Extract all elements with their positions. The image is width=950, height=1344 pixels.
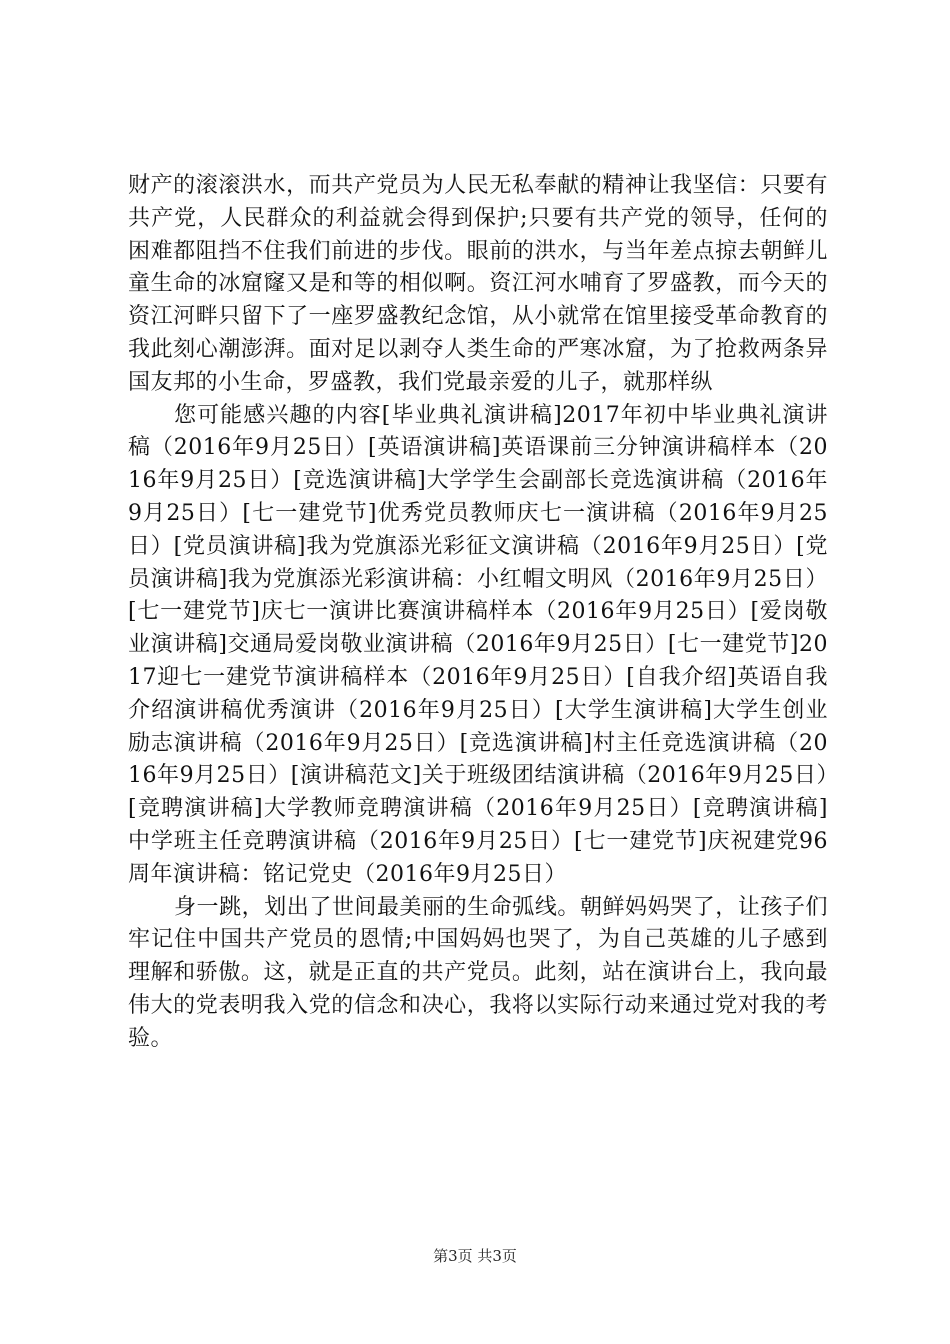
page-footer: 第3页 共3页 (433, 1247, 517, 1265)
paragraph-conclusion: 身一跳，划出了世间最美丽的生命弧线。朝鲜妈妈哭了，让孩子们牢记住中国共产党员的恩情;中国妈妈也哭了，为自己英雄的儿子感到理解和骄傲。这，就是正直的共产党员。此刻，站在演讲台上，我向最伟大的党表明我入党的信念和决心，我将以实际行动来通过党对我的考验。 (128, 894, 828, 1051)
paragraph-related-content: 您可能感兴趣的内容[毕业典礼演讲稿]2017年初中毕业典礼演讲稿（2016年9月25日）[英语演讲稿]英语课前三分钟演讲稿样本（2016年9月25日）[竞选演讲稿]大学学生会副部长竞选演讲稿（2016年9月25日）[七一建党节]优秀党员教师庆七一演讲稿（2016年9月25日）[党员演讲稿]我为党旗添光彩征文演讲稿（2016年9月25日）[党员演讲稿]我为党旗添光彩演讲稿：小红帽文明风（2016年9月25日）[七一建党节]庆七一演讲比赛演讲稿样本（2016年9月25日）[爱岗敬业演讲稿]交通局爱岗敬业演讲稿（2016年9月25日）[七一建党节]2017迎七一建党节演讲稿样本（2016年9月25日）[自我介绍]英语自我介绍演讲稿优秀演讲（2016年9月25日）[大学生演讲稿]大学生创业励志演讲稿（2016年9月25日）[竞选演讲稿]村主任竞选演讲稿（2016年9月25日）[演讲稿范文]关于班级团结演讲稿（2016年9月25日）[竞聘演讲稿]大学教师竞聘演讲稿（2016年9月25日）[竞聘演讲稿]中学班主任竞聘演讲稿（2016年9月25日）[七一建党节]庆祝建党96周年演讲稿：铭记党史（2016年9月25日） (128, 402, 828, 887)
document-body (128, 170, 828, 1056)
paragraph-continuation: 财产的滚滚洪水，而共产党员为人民无私奉献的精神让我坚信：只要有共产党，人民群众的利益就会得到保护;只要有共产党的领导，任何的困难都阻挡不住我们前进的步伐。眼前的洪水，与当年差点掠去朝鲜儿童生命的冰窟窿又是和等的相似啊。资江河水哺育了罗盛教，而今天的资江河畔只留下了一座罗盛教纪念馆，从小就常在馆里接受革命教育的我此刻心潮澎湃。面对足以剥夺人类生命的严寒冰窟，为了抢救两条异国友邦的小生命，罗盛教，我们党最亲爱的儿子，就那样纵 (128, 173, 828, 395)
